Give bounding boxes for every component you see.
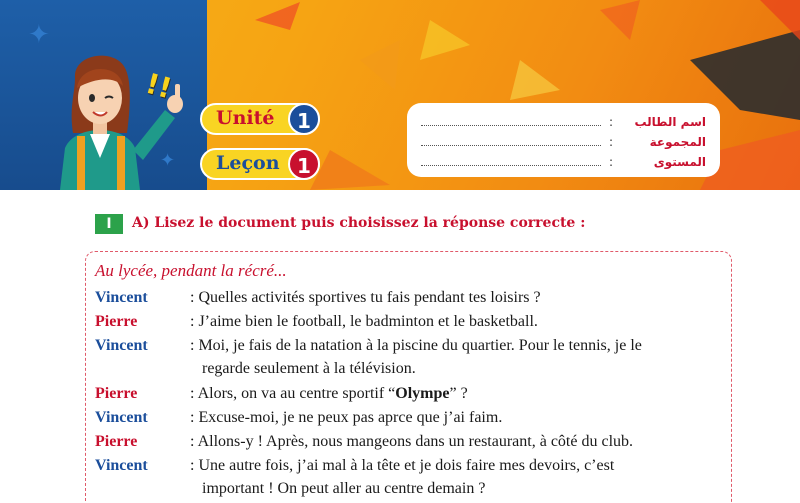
header-banner: [0, 0, 800, 190]
colon: :: [609, 115, 614, 129]
unite-label: Unité: [216, 107, 275, 129]
utterance-text: : Moi, je fais de la natation à la piscine du quartier. Pour le tennis, je le: [190, 337, 642, 354]
utterance-text: : J’aime bien le football, le badminton et le basketball.: [190, 313, 538, 330]
level-label: المستوى: [653, 155, 706, 169]
group-row: [407, 133, 720, 153]
utterance-text-before: : Alors, on va au centre sportif “: [190, 385, 396, 402]
utterance-text: : Excuse-moi, je ne peux pas aprce que j’ai faim.: [190, 409, 503, 426]
lecon-badge: [200, 148, 320, 180]
lecon-label: Leçon: [216, 152, 280, 174]
utterance: [190, 286, 725, 309]
student-name-field[interactable]: [421, 125, 601, 126]
utterance: [190, 406, 725, 429]
speaker-name: Pierre: [95, 433, 138, 450]
utterance: [190, 334, 725, 380]
level-row: [407, 153, 720, 173]
section-title: A) Lisez le document puis choisissez la réponse correcte :: [132, 215, 586, 231]
star-icon: ✦: [160, 150, 176, 171]
speaker-name: Vincent: [95, 457, 148, 474]
utterance-text: : Quelles activités sportives tu fais pendant tes loisirs ?: [190, 289, 541, 306]
group-field[interactable]: [421, 145, 601, 146]
colon: :: [609, 155, 614, 169]
student-girl-illustration: [55, 48, 205, 190]
utterance: [190, 310, 725, 333]
unite-badge: [200, 103, 320, 135]
utterance-continuation: important ! On peut aller au centre demain ?: [202, 480, 486, 497]
place-name: Olympe: [395, 385, 450, 402]
unite-number: 1: [288, 103, 320, 135]
student-name-label: اسم الطالب: [634, 115, 706, 129]
utterance: [190, 454, 725, 500]
speaker-name: Vincent: [95, 409, 148, 426]
star-icon: ✦: [28, 20, 50, 50]
utterance-continuation: regarde seulement à la télévision.: [202, 360, 416, 377]
utterance-text-after: ” ?: [449, 385, 468, 402]
group-label: المجموعة: [649, 135, 706, 149]
colon: :: [609, 135, 614, 149]
student-info-card: [407, 103, 720, 177]
speaker-name: Vincent: [95, 337, 148, 354]
level-field[interactable]: [421, 165, 601, 166]
utterance: [190, 382, 725, 405]
utterance-text: : Allons-y ! Après, nous mangeons dans un restaurant, à côté du club.: [190, 433, 634, 450]
utterance: [190, 430, 725, 453]
speaker-name: Pierre: [95, 385, 138, 402]
section-number-badge: I: [95, 214, 123, 234]
exclamation-icon: !!: [142, 66, 176, 106]
student-name-row: [407, 113, 720, 133]
speaker-name: Vincent: [95, 289, 148, 306]
utterance-text: : Une autre fois, j’ai mal à la tête et je dois faire mes devoirs, c’est: [190, 457, 615, 474]
speaker-name: Pierre: [95, 313, 138, 330]
lecon-number: 1: [288, 148, 320, 180]
scene-title: Au lycée, pendant la récré...: [95, 261, 287, 280]
